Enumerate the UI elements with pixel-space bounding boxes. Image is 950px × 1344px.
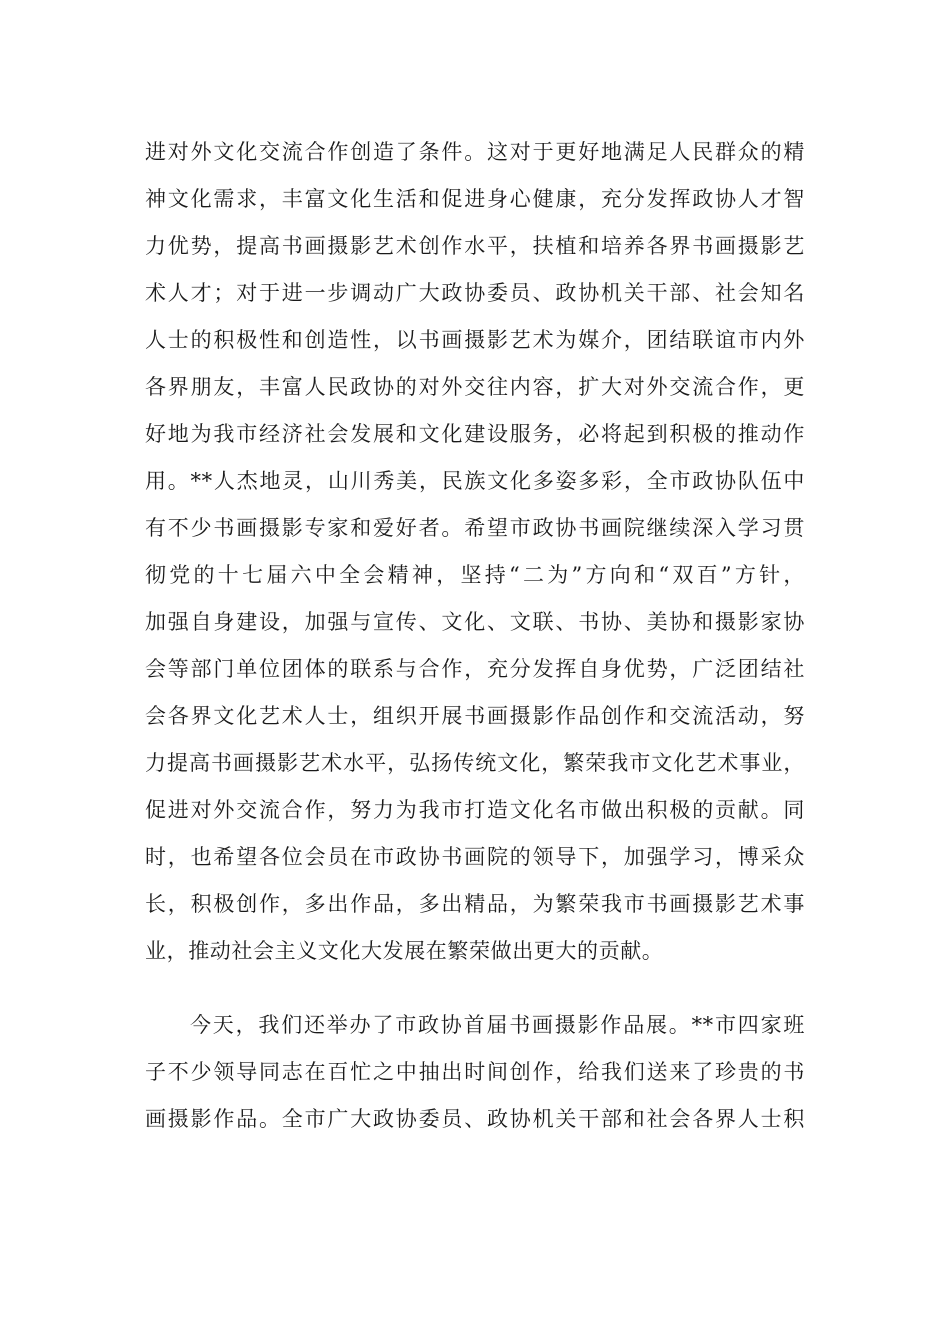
text-line: 业，推动社会主义文化大发展在繁荣做出更大的贡献。 xyxy=(145,939,664,963)
text-line: 时，也希望各位会员在市政协书画院的领导下，加强学习，博采众 xyxy=(145,845,805,869)
text-line: 画摄影作品。全市广大政协委员、政协机关干部和社会各界人士积 xyxy=(145,1107,805,1131)
text-line: 人士的积极性和创造性，以书画摄影艺术为媒介，团结联谊市内外 xyxy=(145,328,805,352)
text-line: 用。**人杰地灵，山川秀美，民族文化多姿多彩，全市政协队伍中 xyxy=(145,469,805,493)
text-line: 子不少领导同志在百忙之中抽出时间创作，给我们送来了珍贵的书 xyxy=(145,1060,805,1084)
text-line: 会等部门单位团体的联系与合作，充分发挥自身优势，广泛团结社 xyxy=(145,657,805,681)
text-line: 促进对外交流合作，努力为我市打造文化名市做出积极的贡献。同 xyxy=(145,798,805,822)
text-line: 术人才；对于进一步调动广大政协委员、政协机关干部、社会知名 xyxy=(145,281,805,305)
text-line: 会各界文化艺术人士，组织开展书画摄影作品创作和交流活动，努 xyxy=(145,704,805,728)
text-line: 神文化需求，丰富文化生活和促进身心健康，充分发挥政协人才智 xyxy=(145,187,805,211)
text-line: 长，积极创作，多出作品，多出精品，为繁荣我市书画摄影艺术事 xyxy=(145,892,805,916)
text-line: 力提高书画摄影艺术水平，弘扬传统文化，繁荣我市文化艺术事业， xyxy=(145,751,805,775)
text-line: 彻党的十七届六中全会精神，坚持“二为”方向和“双百”方针， xyxy=(145,563,805,587)
text-line: 有不少书画摄影专家和爱好者。希望市政协书画院继续深入学习贯 xyxy=(145,516,805,540)
text-line: 加强自身建设，加强与宣传、文化、文联、书协、美协和摄影家协 xyxy=(145,610,805,634)
text-line: 各界朋友，丰富人民政协的对外交往内容，扩大对外交流合作，更 xyxy=(145,375,805,399)
text-line: 进对外文化交流合作创造了条件。这对于更好地满足人民群众的精 xyxy=(145,140,805,164)
text-line: 力优势，提高书画摄影艺术创作水平，扶植和培养各界书画摄影艺 xyxy=(145,234,805,258)
text-line: 今天，我们还举办了市政协首届书画摄影作品展。**市四家班 xyxy=(190,1013,805,1037)
text-line: 好地为我市经济社会发展和文化建设服务，必将起到积极的推动作 xyxy=(145,422,805,446)
